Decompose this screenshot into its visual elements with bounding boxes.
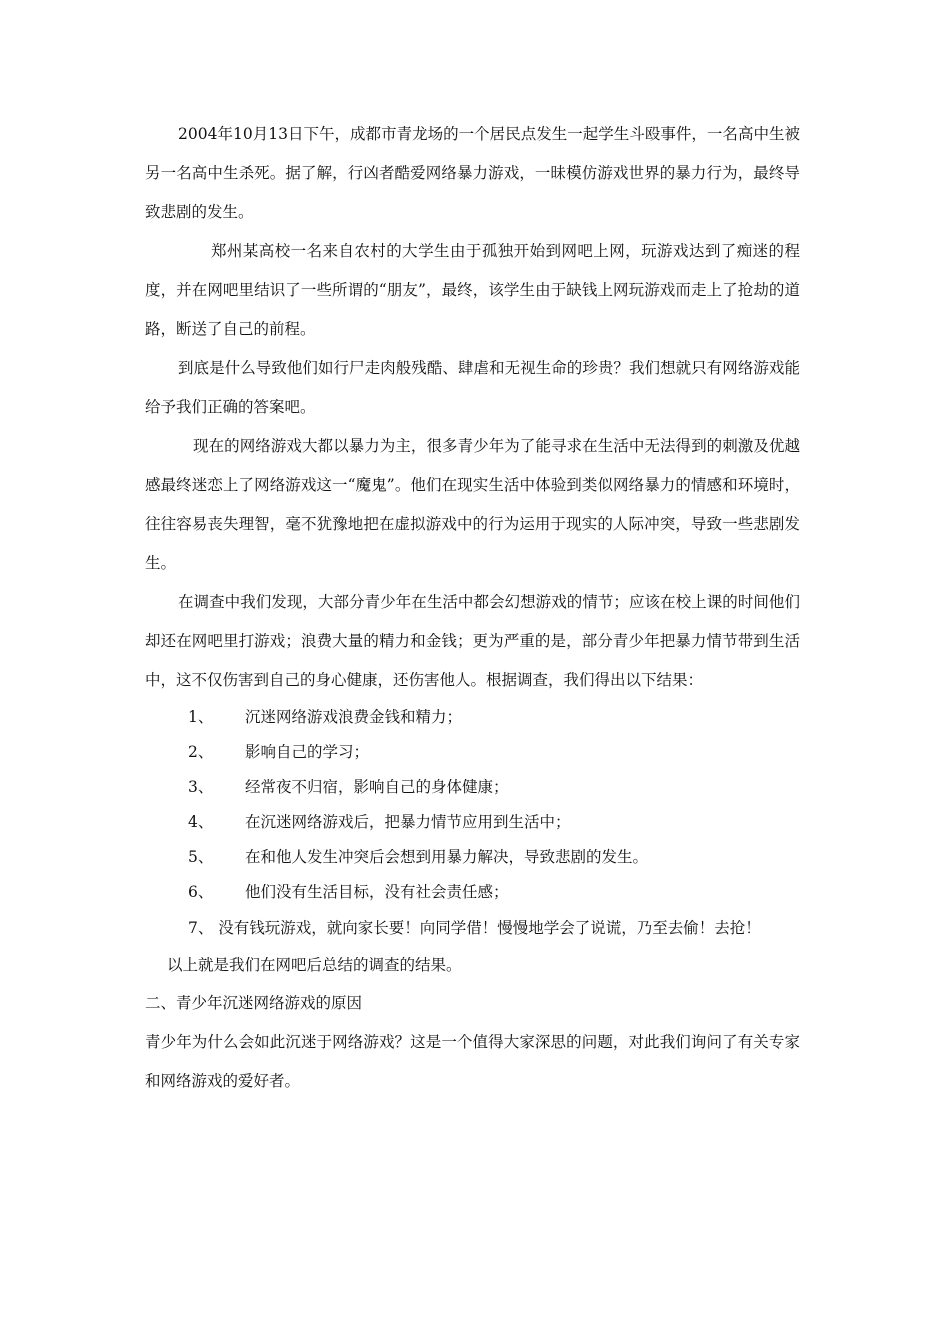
list-text: 在和他人发生冲突后会想到用暴力解决，导致悲剧的发生。 xyxy=(245,848,649,866)
list-text: 经常夜不归宿，影响自己的身体健康； xyxy=(245,778,509,796)
list-text: 影响自己的学习； xyxy=(245,743,370,761)
list-number: 6、 xyxy=(188,883,214,901)
list-item xyxy=(145,700,800,735)
results-summary: 以上就是我们在网吧后总结的调查的结果。 xyxy=(167,956,462,974)
section-heading: 二、青少年沉迷网络游戏的原因 xyxy=(145,994,363,1012)
paragraph-survey: 在调查中我们发现，大部分青少年在生活中都会幻想游戏的情节；应该在校上课的时间他们却还在网吧里打游戏；浪费大量的精力和金钱；更为严重的是，部分青少年把暴力情节带到生活中，这不仅伤害到自己的身心健康，还伤害他人。根据调查，我们得出以下结果： xyxy=(145,593,800,689)
results-list xyxy=(145,700,800,947)
list-number: 5、 xyxy=(188,848,214,866)
list-number: 3、 xyxy=(188,778,214,796)
paragraph-question: 到底是什么导致他们如行尸走肉般残酷、肆虐和无视生命的珍贵？我们想就只有网络游戏能给予我们正确的答案吧。 xyxy=(145,359,800,416)
list-item xyxy=(145,840,800,875)
list-item xyxy=(145,875,800,910)
list-item-7: 7、 没有钱玩游戏，就向家长要！向同学借！慢慢地学会了说谎，乃至去偷！去抢！ xyxy=(188,919,761,937)
list-text: 他们没有生活目标，没有社会责任感； xyxy=(245,883,509,901)
paragraph-zhengzhou-student: 郑州某高校一名来自农村的大学生由于孤独开始到网吧上网，玩游戏达到了痴迷的程度，并在网吧里结识了一些所谓的“朋友”，最终，该学生由于缺钱上网玩游戏而走上了抢劫的道路，断送了自己的前程。 xyxy=(145,242,800,338)
paragraph-chengdu-incident: 2004年10月13日下午，成都市青龙场的一个居民点发生一起学生斗殴事件，一名高中生被另一名高中生杀死。据了解，行凶者酷爱网络暴力游戏，一昧模仿游戏世界的暴力行为，最终导致悲剧的发生。 xyxy=(145,125,800,221)
section-paragraph: 青少年为什么会如此沉迷于网络游戏？这是一个值得大家深思的问题，对此我们询问了有关专家和网络游戏的爱好者。 xyxy=(145,1033,800,1090)
list-text: 沉迷网络游戏浪费金钱和精力； xyxy=(245,708,463,726)
list-number: 1、 xyxy=(188,708,214,726)
list-number: 2、 xyxy=(188,743,214,761)
list-item xyxy=(145,735,800,770)
list-item xyxy=(145,770,800,805)
list-number: 4、 xyxy=(188,813,214,831)
paragraph-violent-games: 现在的网络游戏大都以暴力为主，很多青少年为了能寻求在生活中无法得到的刺激及优越感最终迷恋上了网络游戏这一“魔鬼”。他们在现实生活中体验到类似网络暴力的情感和环境时，往往容易丧失理智，毫不犹豫地把在虚拟游戏中的行为运用于现实的人际冲突，导致一些悲剧发生。 xyxy=(145,437,800,572)
list-item xyxy=(145,805,800,840)
list-text: 在沉迷网络游戏后，把暴力情节应用到生活中； xyxy=(245,813,571,831)
document-body xyxy=(145,115,800,1101)
